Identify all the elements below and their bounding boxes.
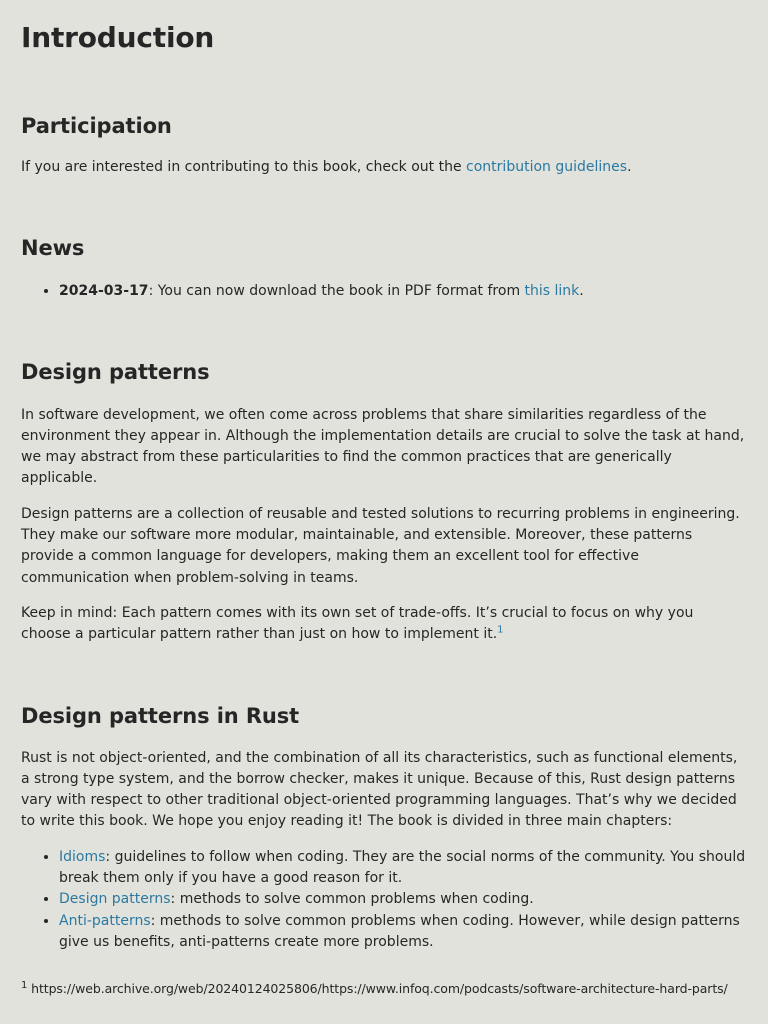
chapter-item-anti-patterns <box>59 911 746 954</box>
contribution-guidelines-link[interactable]: contribution guidelines <box>466 159 628 175</box>
footnote-marker: 1 <box>21 980 28 992</box>
design-patterns-paragraph-3-text: Keep in mind: Each pattern comes with its own set of trade-offs. It’s crucial to focus on why you choose a particular pattern rather than just on how to implement it. <box>21 604 694 643</box>
participation-heading: Participation <box>21 114 172 138</box>
chapter-item-idioms <box>59 847 746 890</box>
participation-section <box>21 111 746 178</box>
design-patterns-description: : methods to solve common problems when coding. <box>170 891 534 908</box>
footnote-url: https://web.archive.org/web/20240124025806/https://www.infoq.com/podcasts/software-architecture-hard-parts/ <box>31 981 728 997</box>
news-heading: News <box>21 236 85 261</box>
footnote-reference[interactable]: 1 <box>497 624 504 636</box>
participation-paragraph <box>21 157 746 178</box>
design-patterns-section <box>21 357 746 646</box>
design-patterns-paragraph-3 <box>21 603 746 646</box>
design-patterns-heading: Design patterns <box>21 359 210 384</box>
rust-intro-paragraph: Rust is not object-oriented, and the combination of all its characteristics, such as functional elements, a strong type system, and the borrow checker, makes it unique. Because of this, Rust design patterns vary with respect to other traditional object-oriented programming languages. That’s why we decided to write this book. We hope you enjoy reading it! The book is divided in three main chapters: <box>21 749 738 830</box>
pdf-download-link[interactable]: this link <box>524 283 580 300</box>
news-date: 2024-03-17 <box>59 283 149 300</box>
idioms-link[interactable]: Idioms <box>59 848 106 865</box>
news-item <box>59 281 746 302</box>
participation-text-after: . <box>627 159 632 175</box>
idioms-description: : guidelines to follow when coding. They are the social norms of the community. You should break them only if you have a good reason for it. <box>59 848 746 887</box>
page-title: Introduction <box>21 21 215 54</box>
news-text-after: . <box>579 283 584 300</box>
chapters-list <box>21 847 746 953</box>
news-text-before: : You can now download the book in PDF format from <box>148 283 525 300</box>
chapter-item-design-patterns <box>59 889 746 910</box>
news-section <box>21 233 746 302</box>
anti-patterns-description: : methods to solve common problems when coding. However, while design patterns give us benefits, anti-patterns create more problems. <box>59 912 740 950</box>
news-list <box>21 281 746 302</box>
rust-section <box>21 701 746 954</box>
design-patterns-link[interactable]: Design patterns <box>59 891 171 908</box>
footnote <box>21 980 746 998</box>
design-patterns-paragraph-1: In software development, we often come across problems that share similarities regardless of the environment they appear in. Although the implementation details are crucial to solve the task at hand, we may abstract from these particularities to find the common practices that are generically applicable. <box>21 406 745 487</box>
anti-patterns-link[interactable]: Anti-patterns <box>59 912 151 929</box>
design-patterns-paragraph-2: Design patterns are a collection of reusable and tested solutions to recurring problems in engineering. They make our software more modular, maintainable, and extensible. Moreover, these patterns provide a common language for developers, making them an excellent tool for effective communication when problem-solving in teams. <box>21 505 740 586</box>
rust-heading: Design patterns in Rust <box>21 703 300 728</box>
participation-text-before: If you are interested in contributing to this book, check out the <box>21 159 467 175</box>
